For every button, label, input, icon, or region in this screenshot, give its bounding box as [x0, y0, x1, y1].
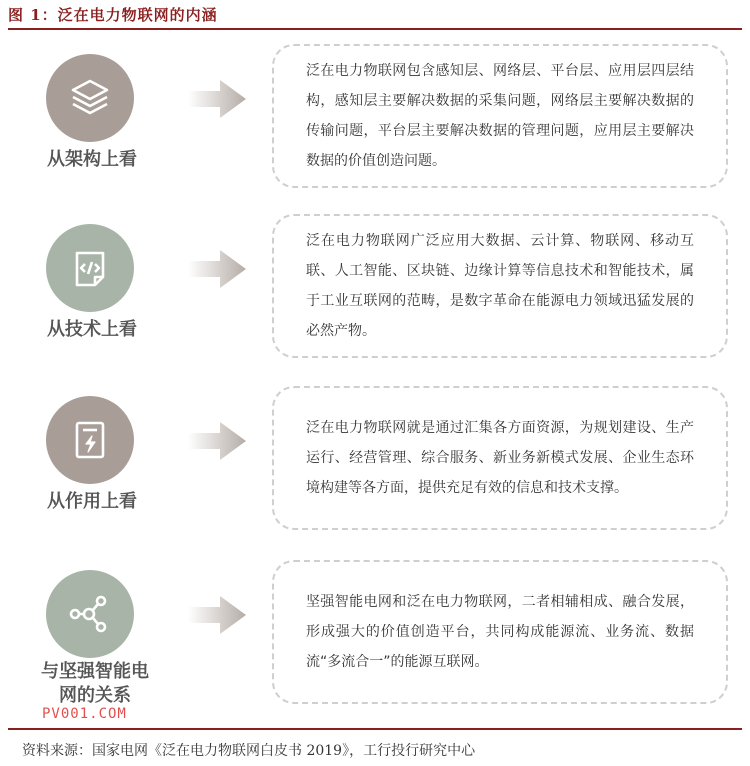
row-function: [0, 386, 750, 546]
power-document-icon: [46, 396, 134, 484]
figure-title: 图 1：泛在电力物联网的内涵: [8, 6, 218, 24]
description-box: [272, 44, 728, 188]
row-label: 从架构上看: [47, 149, 137, 170]
row-architecture: [0, 44, 750, 204]
row-technology: [0, 214, 750, 374]
top-divider: [8, 28, 742, 30]
layers-icon: [46, 54, 134, 142]
row-label: 从技术上看: [47, 319, 137, 340]
row-relationship: [0, 560, 750, 720]
arrow-right-icon: [186, 416, 248, 466]
watermark: PV001.COM: [42, 706, 127, 722]
network-nodes-icon: [46, 570, 134, 658]
description-text: 泛在电力物联网包含感知层、网络层、平台层、应用层四层结构，感知层主要解决数据的采集问题，网络层主要解决数据的传输问题，平台层主要解决数据的管理问题，应用层主要解决数据的价值创造问题。: [306, 63, 694, 169]
description-text: 坚强智能电网和泛在电力物联网，二者相辅相成、融合发展，形成强大的价值创造平台，共同构成能源流、业务流、数据流“多流合一”的能源互联网。: [306, 594, 694, 670]
description-box: [272, 560, 728, 704]
description-box: [272, 214, 728, 358]
source-note: 资料来源：国家电网《泛在电力物联网白皮书 2019》，工行投行研究中心: [22, 743, 476, 759]
description-box: [272, 386, 728, 530]
arrow-right-icon: [186, 74, 248, 124]
row-label: 从作用上看: [47, 491, 137, 512]
bottom-divider: [8, 728, 742, 730]
code-document-icon: [46, 224, 134, 312]
row-label: 与坚强智能电网的关系: [41, 661, 149, 706]
arrow-right-icon: [186, 244, 248, 294]
arrow-right-icon: [186, 590, 248, 640]
description-text: 泛在电力物联网广泛应用大数据、云计算、物联网、移动互联、人工智能、区块链、边缘计算等信息技术和智能技术，属于工业互联网的范畴，是数字革命在能源电力领域迅猛发展的必然产物。: [306, 233, 694, 339]
description-text: 泛在电力物联网就是通过汇集各方面资源，为规划建设、生产运行、经营管理、综合服务、新业务新模式发展、企业生态环境构建等各方面，提供充足有效的信息和技术支撑。: [306, 420, 694, 496]
